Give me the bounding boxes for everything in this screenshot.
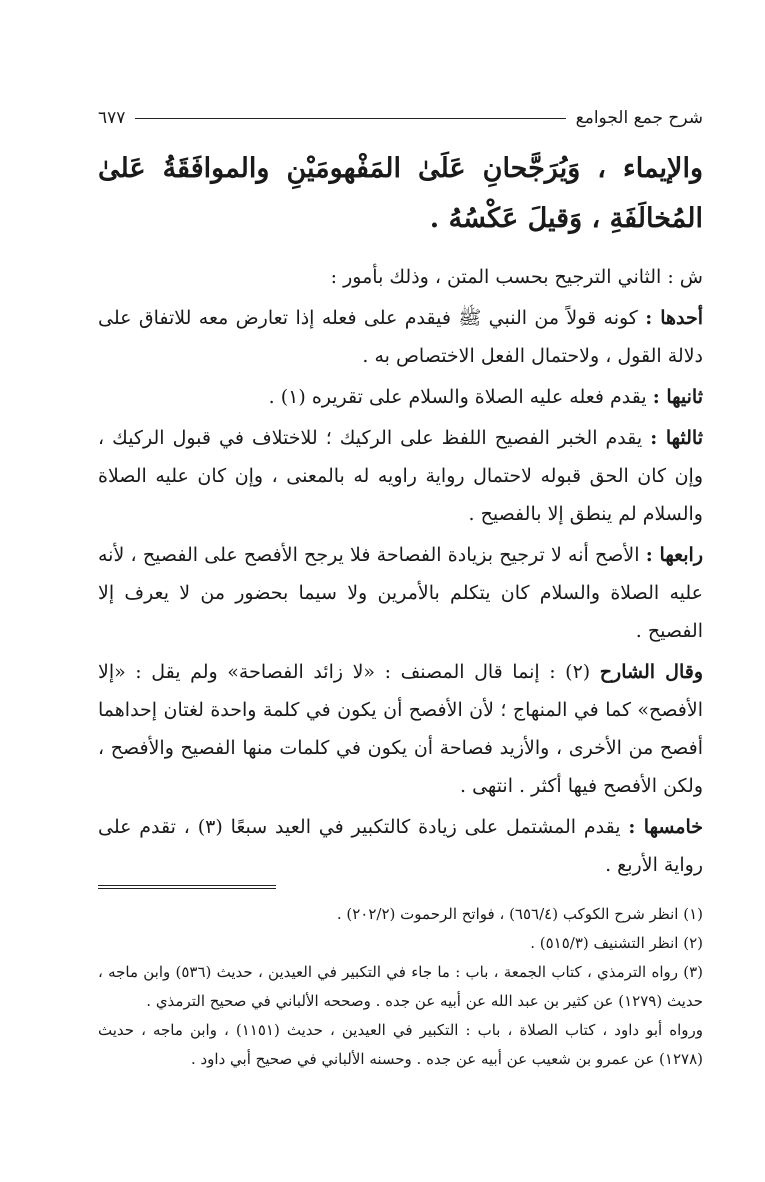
point-second xyxy=(98,378,703,416)
page-number: ٦٧٧ xyxy=(98,108,126,128)
commentator-quote xyxy=(98,653,703,805)
paragraph-text: كونه قولاً من النبي ﷺ فيقدم على فعله إذا تعارض معه للاتفاق على دلالة القول ، ولاحتمال الفعل الاختصاص به . xyxy=(98,307,703,367)
paragraph-text: (٢) : إنما قال المصنف : «لا زائد الفصاحة» ولم يقل : «إلا الأفصح» كما في المنهاج ؛ لأن الأفصح أن يكون في كلمة واحدة لغتان إحداهما أفصح من الأخرى ، والأزيد فصاحة أن يكون في كلمات منها الفصيح والأفصح ، ولكن الأفصح فيها أكثر . انتهى . xyxy=(98,661,703,797)
paragraph-lead: أحدها : xyxy=(645,307,704,329)
footnotes xyxy=(98,900,703,1074)
footnote: (٣) رواه الترمذي ، كتاب الجمعة ، باب : ما جاء في التكبير في العيدين ، حديث (٥٣٦) وابن ماجه ، حديث (١٢٧٩) عن كثير بن عبد الله عن أبيه عن جده . وصححه الألباني في صحيح الترمذي . xyxy=(98,963,704,1010)
point-first xyxy=(98,299,703,375)
footnote: (٢) انظر التشنيف (٥١٥/٣) . xyxy=(530,934,703,952)
footnote-divider xyxy=(98,885,276,889)
paragraph-text: يقدم المشتمل على زيادة كالتكبير في العيد سبعًا (٣) ، تقدم على رواية الأربع . xyxy=(98,816,703,876)
paragraph-lead: ثالثها : xyxy=(650,427,703,449)
main-text xyxy=(98,144,703,887)
running-header xyxy=(98,104,703,132)
point-fourth xyxy=(98,536,703,650)
paragraph-lead: وقال الشارح xyxy=(599,661,704,683)
paragraph-text: ش : الثاني الترجيح بحسب المتن ، وذلك بأمور : xyxy=(330,266,703,288)
point-third xyxy=(98,419,703,533)
paragraph-lead: ثانيها : xyxy=(652,386,703,408)
paragraph-text: يقدم الخبر الفصيح اللفظ على الركيك ؛ للاختلاف في قبول الركيك ، وإن كان الحق قبوله لاحتمال رواية راويه له بالمعنى ، وإن كان عليه الصلاة والسلام لم ينطق إلا بالفصيح . xyxy=(98,427,703,525)
paragraph-lead: رابعها : xyxy=(645,544,703,566)
header-rule xyxy=(135,118,565,119)
footnote: (١) انظر شرح الكوكب (٦٥٦/٤) ، فواتح الرحموت (٢٠٢/٢) . xyxy=(336,905,703,923)
paragraph-lead: خامسها : xyxy=(628,816,703,838)
paragraph-text: الأصح أنه لا ترجيح بزيادة الفصاحة فلا يرجح الأفصح على الفصيح ، لأنه عليه الصلاة والسلام كان يتكلم بالأمرين ولا سيما بحضور من لا يعرف إلا الفصيح . xyxy=(98,544,703,642)
point-fifth xyxy=(98,808,703,884)
book-title: شرح جمع الجوامع xyxy=(575,108,703,128)
paragraph-text: يقدم فعله عليه الصلاة والسلام على تقريره (١) . xyxy=(268,386,653,408)
matn-text: والإيماء ، وَيُرَجَّحانِ عَلَىٰ المَفْهومَيْنِ والموافَقَةُ عَلىٰ المُخالَفَةِ ، وَقيلَ عَكْسُهُ . xyxy=(98,153,703,234)
footnote: ورواه أبو داود ، كتاب الصلاة ، باب : التكبير في العيدين ، حديث (١١٥١) ، وابن ماجه ، حديث (١٢٧٨) عن عمرو بن شعيب عن أبيه عن جده . وحسنه الألباني في صحيح أبي داود . xyxy=(98,1021,703,1068)
commentary-intro xyxy=(98,258,703,296)
